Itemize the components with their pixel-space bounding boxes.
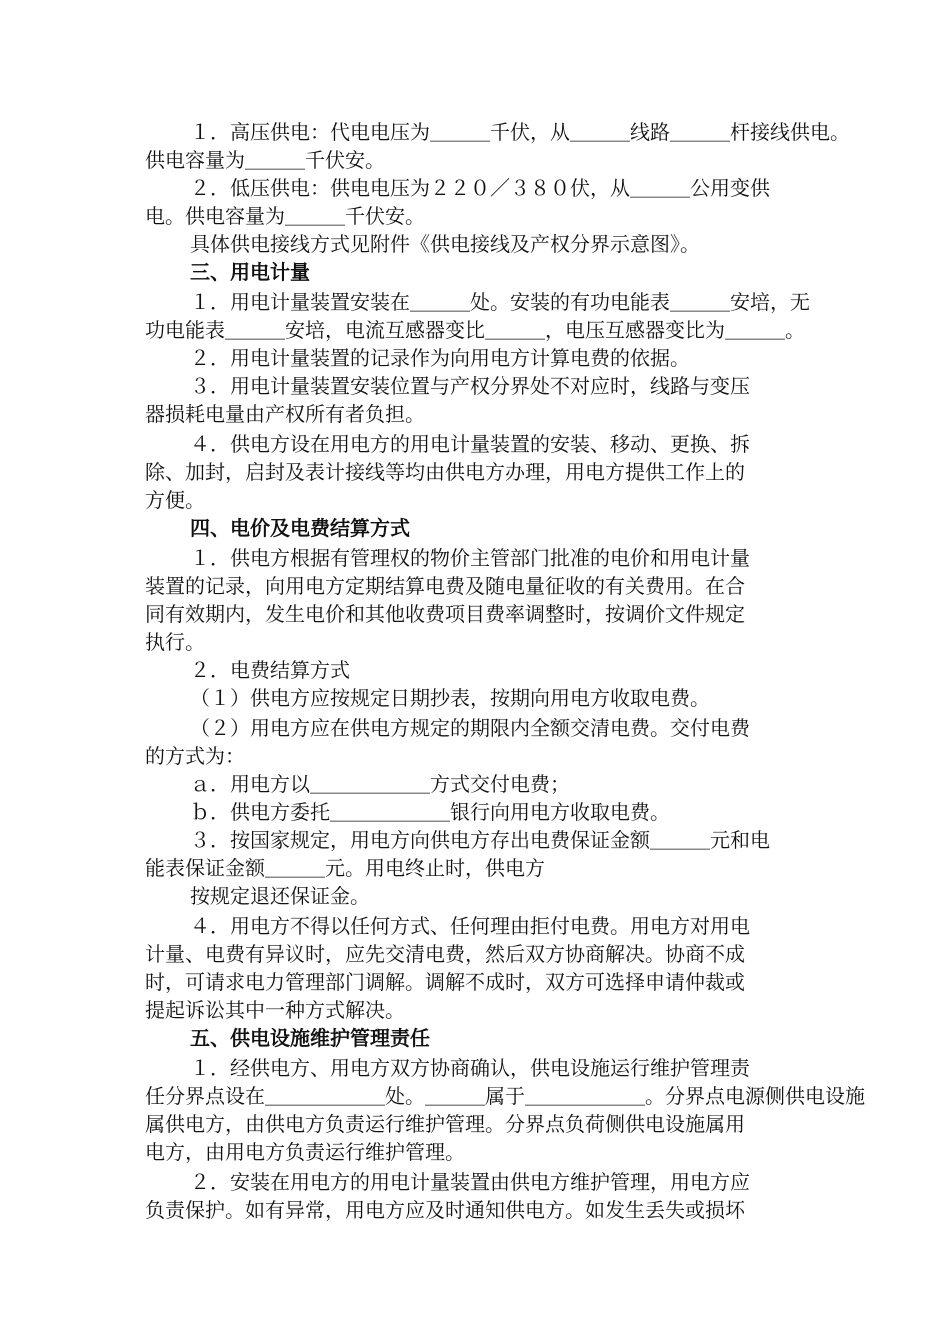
text-line: ４．用电方不得以任何方式、任何理由拒付电费。用电方对用电 (190, 914, 750, 938)
text-line: 执行。 (145, 630, 205, 654)
text-line: １．高压供电：代电电压为＿＿＿千伏，从＿＿＿线路＿＿＿杆接线供电。 (190, 120, 850, 144)
text-line: 属供电方，由供电方负责运行维护管理。分界点负荷侧供电设施属用 (145, 1112, 745, 1136)
text-line: ４．供电方设在用电方的用电计量装置的安装、移动、更换、拆 (190, 432, 750, 456)
section-heading: 五、供电设施维护管理责任 (190, 1026, 430, 1050)
text-line: １．用电计量装置安装在＿＿＿处。安装的有功电能表＿＿＿安培，无 (190, 290, 810, 314)
text-line: １．经供电方、用电方双方协商确认，供电设施运行维护管理责 (190, 1056, 750, 1080)
text-line: 电方，由用电方负责运行维护管理。 (145, 1140, 465, 1164)
text-line: ａ．用电方以＿＿＿＿＿＿方式交付电费； (190, 772, 570, 796)
text-line: 任分界点设在＿＿＿＿＿＿处。＿＿＿属于＿＿＿＿＿＿。分界点电源侧供电设施 (145, 1084, 865, 1108)
text-line: （２）用电方应在供电方规定的期限内全额交清电费。交付电费 (190, 716, 750, 740)
text-line: １．供电方根据有管理权的物价主管部门批准的电价和用电计量 (190, 546, 750, 570)
text-line: 的方式为： (145, 744, 245, 768)
text-line: 方便。 (145, 488, 205, 512)
text-line: 能表保证金额＿＿＿元。用电终止时，供电方 (145, 856, 545, 880)
text-line: 时，可请求电力管理部门调解。调解不成时，双方可选择申请仲裁或 (145, 970, 745, 994)
text-line: ２．用电计量装置的记录作为向用电方计算电费的依据。 (190, 346, 690, 370)
text-line: 同有效期内，发生电价和其他收费项目费率调整时，按调价文件规定 (145, 602, 745, 626)
text-line: 计量、电费有异议时，应先交清电费，然后双方协商解决。协商不成 (145, 942, 745, 966)
text-line: （１）供电方应按规定日期抄表，按期向用电方收取电费。 (190, 686, 710, 710)
section-heading: 三、用电计量 (190, 260, 310, 284)
text-line: 提起诉讼其中一种方式解决。 (145, 998, 405, 1022)
text-line: ２．低压供电：供电电压为２２０／３８０伏，从＿＿＿公用变供 (190, 176, 770, 200)
text-line: 负责保护。如有异常，用电方应及时通知供电方。如发生丢失或损坏 (145, 1198, 745, 1222)
text-line: 供电容量为＿＿＿千伏安。 (145, 148, 385, 172)
text-line: 装置的记录，向用电方定期结算电费及随电量征收的有关费用。在合 (145, 574, 745, 598)
text-line: 电。供电容量为＿＿＿千伏安。 (145, 204, 425, 228)
text-line: 按规定退还保证金。 (190, 884, 370, 908)
text-line: ２．安装在用电方的用电计量装置由供电方维护管理，用电方应 (190, 1170, 750, 1194)
text-line: 具体供电接线方式见附件《供电接线及产权分界示意图》。 (190, 232, 700, 256)
text-line: ｂ．供电方委托＿＿＿＿＿＿银行向用电方收取电费。 (190, 800, 670, 824)
text-line: ３．用电计量装置安装位置与产权分界处不对应时，线路与变压 (190, 374, 750, 398)
text-line: ３．按国家规定，用电方向供电方存出电费保证金额＿＿＿元和电 (190, 828, 770, 852)
text-line: 除、加封，启封及表计接线等均由供电方办理，用电方提供工作上的 (145, 460, 745, 484)
text-line: ２．电费结算方式 (190, 658, 350, 682)
section-heading: 四、电价及电费结算方式 (190, 516, 410, 540)
text-line: 器损耗电量由产权所有者负担。 (145, 402, 425, 426)
text-line: 功电能表＿＿＿安培，电流互感器变比＿＿＿，电压互感器变比为＿＿＿。 (145, 318, 805, 342)
